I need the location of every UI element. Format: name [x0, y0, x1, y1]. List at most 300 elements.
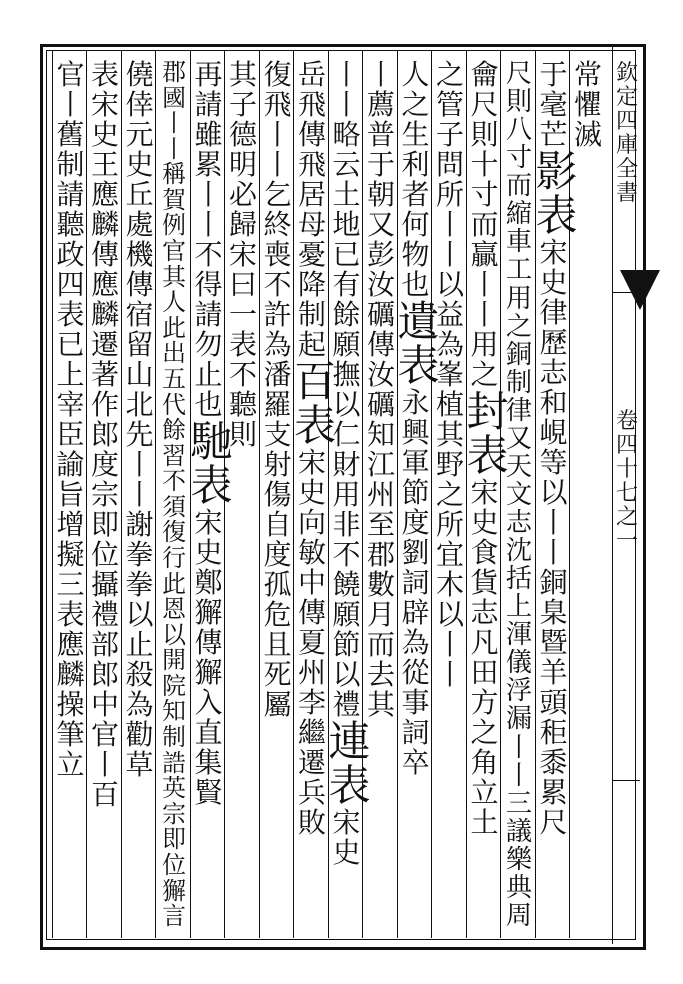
- body-char: 制: [297, 298, 326, 331]
- body-char: 聽: [56, 208, 85, 241]
- body-char: 人: [162, 288, 186, 317]
- body-char: 丨: [162, 134, 186, 163]
- body-char: 渾: [505, 620, 533, 651]
- body-char: 車: [505, 227, 533, 258]
- body-char: 賢: [194, 776, 223, 809]
- body-char: 江: [366, 448, 395, 481]
- body-char: 復: [263, 58, 292, 91]
- body-char: 頭: [539, 686, 568, 719]
- body-char: 以: [162, 620, 186, 649]
- body-char: 節: [332, 628, 361, 661]
- body-char: 宿: [125, 298, 154, 331]
- text-column: [294, 58, 337, 839]
- fishtail-mark: [620, 270, 660, 310]
- body-char: 郡: [162, 58, 186, 86]
- body-char: 飛: [297, 88, 326, 121]
- heading-char: 表: [294, 401, 337, 450]
- body-char: 母: [297, 208, 326, 241]
- body-char: 拳: [125, 538, 154, 571]
- body-char: 官: [90, 718, 119, 751]
- body-char: 射: [263, 448, 292, 481]
- body-char: 宋: [90, 88, 119, 121]
- body-char: 峯: [435, 358, 464, 391]
- body-char: 丨: [162, 109, 186, 138]
- body-char: 丨: [435, 628, 464, 661]
- body-char: 丨: [90, 748, 119, 781]
- body-char: 永: [401, 386, 430, 419]
- body-char: 志: [470, 596, 499, 629]
- body-char: 賀: [162, 185, 186, 214]
- text-column: [156, 60, 192, 930]
- body-char: 浮: [505, 676, 533, 707]
- body-char: 其: [228, 58, 257, 91]
- body-char: 請: [194, 88, 223, 121]
- body-char: 上: [505, 592, 533, 623]
- body-char: 代: [162, 390, 186, 419]
- heading-char: 表: [190, 461, 233, 510]
- body-char: 出: [162, 339, 186, 368]
- body-char: 作: [90, 388, 119, 421]
- body-char: 議: [505, 816, 533, 847]
- body-char: 禮: [90, 598, 119, 631]
- body-char: 僥: [125, 58, 154, 91]
- body-char: 龠: [470, 58, 499, 91]
- body-char: 史: [125, 148, 154, 181]
- body-char: 樂: [505, 844, 533, 875]
- body-char: 礪: [366, 388, 395, 421]
- body-char: 復: [162, 518, 186, 547]
- body-char: 即: [90, 508, 119, 541]
- body-char: 數: [366, 568, 395, 601]
- body-char: 八: [505, 115, 533, 146]
- body-char: 懼: [573, 88, 602, 121]
- body-char: 于: [366, 148, 395, 181]
- body-char: 已: [56, 328, 85, 361]
- body-char: 不: [332, 538, 361, 571]
- body-char: 累: [539, 776, 568, 809]
- body-char: 不: [263, 268, 292, 301]
- body-char: 宋: [194, 506, 223, 539]
- body-char: 羅: [263, 388, 292, 421]
- body-char: 宋: [539, 236, 568, 269]
- body-char: 王: [90, 148, 119, 181]
- body-char: 宗: [162, 799, 186, 828]
- body-char: 用: [332, 478, 361, 511]
- body-char: 筆: [56, 718, 85, 751]
- text-column: [328, 58, 371, 869]
- body-char: 也: [194, 388, 223, 421]
- body-char: 宜: [435, 538, 464, 571]
- body-char: 屬: [263, 688, 292, 721]
- body-char: 不: [194, 238, 223, 271]
- body-char: 羊: [539, 656, 568, 689]
- body-char: 起: [297, 328, 326, 361]
- body-char: 應: [90, 268, 119, 301]
- body-char: 處: [125, 208, 154, 241]
- body-char: 縮: [505, 199, 533, 230]
- body-char: 表: [228, 328, 257, 361]
- body-char: 且: [263, 628, 292, 661]
- body-char: 支: [263, 418, 292, 451]
- body-char: 以: [539, 476, 568, 509]
- body-char: 寸: [470, 178, 499, 211]
- body-char: 月: [366, 598, 395, 631]
- body-char: 軍: [401, 446, 430, 479]
- body-char: 財: [332, 448, 361, 481]
- body-char: 從: [401, 656, 430, 689]
- body-char: 丨: [125, 448, 154, 481]
- body-char: 志: [539, 356, 568, 389]
- body-char: 興: [401, 416, 430, 449]
- body-char: 而: [470, 208, 499, 241]
- body-char: 居: [297, 178, 326, 211]
- body-char: 勸: [125, 718, 154, 751]
- body-char: 子: [228, 88, 257, 121]
- body-char: 饒: [332, 568, 361, 601]
- body-char: 其: [435, 418, 464, 451]
- body-char: 旨: [56, 478, 85, 511]
- body-char: 儀: [505, 648, 533, 679]
- body-char: 餘: [332, 298, 361, 331]
- body-char: 遷: [297, 746, 326, 779]
- text-column: [260, 60, 296, 720]
- body-char: 制: [56, 148, 85, 181]
- body-char: 薦: [366, 88, 395, 121]
- body-char: 彭: [366, 238, 395, 271]
- body-char: 山: [125, 358, 154, 391]
- body-char: 野: [435, 448, 464, 481]
- body-char: 汝: [366, 358, 395, 391]
- margin-book-title: [614, 62, 640, 206]
- body-char: 朝: [366, 178, 395, 211]
- body-char: 度: [263, 538, 292, 571]
- body-char: 之: [435, 478, 464, 511]
- body-char: 管: [435, 88, 464, 121]
- body-char: 天: [505, 451, 533, 482]
- body-char: 去: [366, 658, 395, 691]
- body-char: 丨: [332, 58, 361, 91]
- body-char: 為: [263, 328, 292, 361]
- body-char: 許: [263, 298, 292, 331]
- body-char: 喪: [263, 238, 292, 271]
- body-char: 傳: [90, 238, 119, 271]
- text-column: [466, 58, 509, 839]
- body-char: 丨: [332, 88, 361, 121]
- body-char: 詞: [401, 566, 430, 599]
- body-char: 三: [505, 788, 533, 819]
- body-char: 死: [263, 658, 292, 691]
- body-char: 略: [332, 118, 361, 151]
- body-char: 以: [332, 388, 361, 421]
- body-char: 諭: [56, 448, 85, 481]
- body-char: 郎: [90, 658, 119, 691]
- heading-char: 表: [466, 431, 509, 480]
- body-char: 至: [366, 508, 395, 541]
- body-char: 貨: [470, 566, 499, 599]
- body-char: 曰: [228, 268, 257, 301]
- body-char: 獬: [194, 596, 223, 629]
- text-column: [225, 60, 261, 450]
- body-char: 史: [470, 506, 499, 539]
- body-char: 為: [125, 688, 154, 721]
- margin-char: 欽: [615, 61, 638, 86]
- body-char: 官: [56, 58, 85, 91]
- margin-char: 定: [615, 85, 638, 110]
- body-char: 願: [332, 598, 361, 631]
- body-char: 須: [162, 492, 186, 521]
- body-char: 物: [401, 238, 430, 271]
- body-char: 不: [228, 358, 257, 391]
- body-char: 郡: [366, 538, 395, 571]
- body-char: 宋: [332, 806, 361, 839]
- body-char: 謝: [125, 508, 154, 541]
- body-char: 敏: [297, 536, 326, 569]
- body-char: 則: [470, 118, 499, 151]
- body-char: 終: [263, 208, 292, 241]
- body-char: 其: [162, 262, 186, 291]
- body-char: 尺: [539, 806, 568, 839]
- body-char: 不: [162, 467, 186, 496]
- margin-char: 全: [615, 157, 638, 182]
- body-char: 憂: [297, 238, 326, 271]
- body-char: 乞: [263, 178, 292, 211]
- body-char: 丨: [539, 506, 568, 539]
- body-char: 勿: [194, 328, 223, 361]
- body-char: 其: [366, 688, 395, 721]
- body-char: 麟: [90, 208, 119, 241]
- body-char: 累: [194, 148, 223, 181]
- body-char: 立: [56, 748, 85, 781]
- body-char: 律: [539, 296, 568, 329]
- body-char: 又: [366, 208, 395, 241]
- heading-char: 遺: [397, 297, 440, 346]
- body-char: 止: [194, 358, 223, 391]
- body-char: 又: [505, 423, 533, 454]
- body-char: 以: [332, 658, 361, 691]
- body-char: 之: [470, 358, 499, 391]
- heading-char: 表: [328, 761, 371, 810]
- body-char: 史: [332, 836, 361, 869]
- body-char: 元: [125, 118, 154, 151]
- body-char: 即: [162, 825, 186, 854]
- body-char: 遷: [90, 328, 119, 361]
- body-char: 拳: [125, 568, 154, 601]
- text-column: [535, 58, 578, 839]
- body-char: 麟: [56, 658, 85, 691]
- body-char: 先: [125, 418, 154, 451]
- body-char: 德: [228, 118, 257, 151]
- body-char: 集: [194, 746, 223, 779]
- body-char: 制: [162, 723, 186, 752]
- body-char: 劉: [401, 536, 430, 569]
- body-char: 國: [162, 83, 186, 112]
- body-char: 開: [162, 646, 186, 675]
- body-char: 丨: [470, 268, 499, 301]
- body-char: 寸: [505, 143, 533, 174]
- body-char: 入: [194, 686, 223, 719]
- heading-char: 表: [397, 341, 440, 390]
- body-char: 止: [125, 628, 154, 661]
- body-char: 十: [470, 148, 499, 181]
- body-char: 之: [505, 311, 533, 342]
- body-char: 之: [401, 88, 430, 121]
- body-char: 黍: [539, 746, 568, 779]
- body-char: 括: [505, 564, 533, 595]
- body-char: 麟: [90, 298, 119, 331]
- body-char: 請: [56, 178, 85, 211]
- body-char: 鄭: [194, 566, 223, 599]
- body-char: 表: [56, 598, 85, 631]
- body-char: 以: [435, 598, 464, 631]
- body-char: 史: [194, 536, 223, 569]
- body-char: 宋: [470, 476, 499, 509]
- body-char: 角: [470, 746, 499, 779]
- body-char: 于: [539, 58, 568, 91]
- body-char: 丨: [505, 732, 533, 763]
- body-char: 中: [297, 566, 326, 599]
- body-char: 問: [435, 148, 464, 181]
- body-char: 知: [366, 418, 395, 451]
- body-char: 為: [435, 328, 464, 361]
- body-char: 礪: [366, 298, 395, 331]
- heading-char: 連: [328, 717, 371, 766]
- body-char: 敗: [297, 806, 326, 839]
- body-char: 暨: [539, 626, 568, 659]
- body-char: 丨: [539, 536, 568, 569]
- body-char: 而: [505, 171, 533, 202]
- body-char: 志: [505, 508, 533, 538]
- body-char: 表: [90, 58, 119, 91]
- body-char: 詞: [401, 716, 430, 749]
- body-char: 傳: [297, 596, 326, 629]
- body-char: 常: [573, 58, 602, 91]
- body-char: 禮: [332, 688, 361, 721]
- body-char: 飛: [263, 88, 292, 121]
- body-char: 為: [401, 626, 430, 659]
- body-char: 丨: [435, 658, 464, 691]
- body-char: 人: [401, 58, 430, 91]
- body-char: 秬: [539, 716, 568, 749]
- body-char: 位: [162, 850, 186, 879]
- body-char: 宋: [297, 446, 326, 479]
- body-char: 得: [194, 268, 223, 301]
- body-char: 州: [297, 656, 326, 689]
- body-char: 擬: [56, 538, 85, 571]
- body-char: 利: [401, 148, 430, 181]
- body-char: 土: [470, 806, 499, 839]
- body-char: 攝: [90, 568, 119, 601]
- body-char: 歷: [539, 326, 568, 359]
- body-char: 方: [470, 686, 499, 719]
- body-char: 用: [505, 283, 533, 314]
- body-char: 非: [332, 508, 361, 541]
- heading-char: 百: [294, 357, 337, 406]
- body-char: 傳: [366, 328, 395, 361]
- margin-char: 十: [615, 457, 638, 482]
- body-char: 一: [228, 298, 257, 331]
- body-char: 度: [90, 448, 119, 481]
- body-char: 文: [505, 479, 533, 510]
- body-char: 官: [162, 237, 186, 266]
- text-column: [397, 58, 440, 779]
- body-char: 自: [263, 508, 292, 541]
- heading-char: 表: [535, 191, 578, 240]
- body-char: 稱: [162, 160, 186, 189]
- body-char: 木: [435, 568, 464, 601]
- body-char: 滅: [573, 118, 602, 151]
- body-char: 請: [194, 298, 223, 331]
- body-char: 三: [56, 568, 85, 601]
- body-char: 危: [263, 598, 292, 631]
- body-char: 之: [435, 58, 464, 91]
- body-char: 節: [401, 476, 430, 509]
- body-char: 郎: [90, 418, 119, 451]
- body-char: 和: [539, 386, 568, 419]
- body-char: 銅: [539, 566, 568, 599]
- body-char: 度: [401, 506, 430, 539]
- heading-char: 影: [535, 147, 578, 196]
- body-char: 峴: [539, 416, 568, 449]
- body-char: 丨: [435, 238, 464, 271]
- body-char: 習: [162, 441, 186, 470]
- body-char: 四: [56, 268, 85, 301]
- margin-rule-bottom: [612, 780, 640, 781]
- text-column: [122, 60, 158, 780]
- body-char: 所: [435, 178, 464, 211]
- body-char: 工: [505, 255, 533, 286]
- text-column: [190, 58, 233, 809]
- body-char: 位: [90, 538, 119, 571]
- body-char: 臬: [539, 596, 568, 629]
- body-char: 宗: [90, 478, 119, 511]
- body-char: 事: [401, 686, 430, 719]
- heading-char: 馳: [190, 417, 233, 466]
- body-char: 史: [297, 476, 326, 509]
- body-char: 岳: [297, 58, 326, 91]
- body-char: 丨: [470, 298, 499, 331]
- body-char: 誥: [162, 748, 186, 777]
- body-char: 毫: [539, 88, 568, 121]
- body-char: 以: [125, 598, 154, 631]
- body-char: 食: [470, 536, 499, 569]
- body-char: 贏: [470, 238, 499, 271]
- body-char: 所: [435, 508, 464, 541]
- body-char: 此: [162, 313, 186, 342]
- body-char: 用: [470, 328, 499, 361]
- body-char: 向: [297, 506, 326, 539]
- body-char: 應: [56, 628, 85, 661]
- body-char: 倖: [125, 88, 154, 121]
- body-char: 而: [366, 628, 395, 661]
- body-char: 尺: [505, 59, 533, 89]
- body-char: 潘: [263, 358, 292, 391]
- body-char: 必: [228, 178, 257, 211]
- body-char: 凡: [470, 626, 499, 659]
- body-char: 立: [470, 776, 499, 809]
- body-char: 芒: [539, 118, 568, 151]
- body-char: 傳: [297, 118, 326, 151]
- body-char: 殺: [125, 658, 154, 691]
- body-char: 生: [401, 118, 430, 151]
- body-char: 則: [228, 418, 257, 451]
- margin-volume-label: [614, 410, 640, 554]
- body-char: 也: [401, 268, 430, 301]
- body-char: 餘: [162, 416, 186, 445]
- body-char: 表: [56, 298, 85, 331]
- margin-rule-top: [612, 292, 640, 293]
- body-char: 丨: [263, 118, 292, 151]
- body-char: 政: [56, 238, 85, 271]
